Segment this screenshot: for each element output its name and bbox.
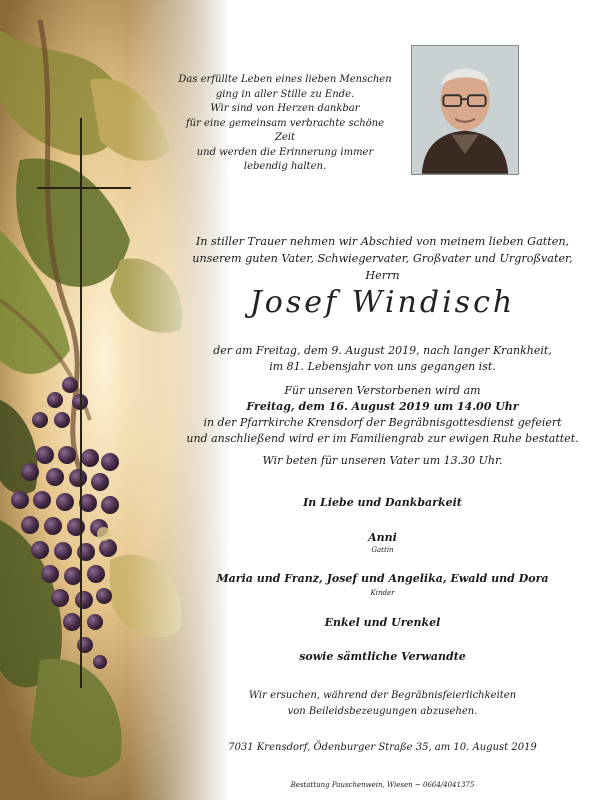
death-announcement <box>185 343 580 375</box>
deceased-name: Josef Windisch <box>249 285 516 320</box>
spouse-role: Gattin <box>371 546 394 554</box>
request-line: von Beileidsbezeugungen abzusehen. <box>287 706 478 717</box>
condolence-request <box>185 688 580 720</box>
quote-line: und werden die Erinnerung immer <box>196 146 374 158</box>
request-line: Wir ersuchen, während der Begräbnisfeierlichkeiten <box>248 690 517 701</box>
quote-line: lebendig halten. <box>243 161 327 172</box>
address-date: 7031 Krensdorf, Ödenburger Straße 35, am 10. August 2019 <box>228 742 537 753</box>
prayer-time: Wir beten für unseren Vater um 13.30 Uhr. <box>262 454 503 467</box>
mourning-intro <box>185 233 580 284</box>
service-line: in der Pfarrkirche Krensdorf der Begräbnisgottesdienst gefeiert <box>203 416 562 429</box>
quote-line: ging in aller Stille zu Ende. <box>215 88 355 100</box>
children-role: Kinder <box>370 589 395 597</box>
quote-line: Das erfüllte Leben eines lieben Menschen <box>178 74 392 85</box>
service-line: und anschließend wird er im Familiengrab zur ewigen Ruhe bestattet. <box>186 432 579 445</box>
service-date: Freitag, dem 16. August 2019 um 14.00 Uhr <box>246 400 519 413</box>
spouse-name: Anni <box>368 531 397 544</box>
memorial-quote <box>175 73 395 175</box>
death-line: der am Freitag, dem 9. August 2019, nach langer Krankheit, <box>213 344 552 357</box>
portrait-image <box>412 46 518 174</box>
love-gratitude-heading: In Liebe und Dankbarkeit <box>303 496 462 509</box>
intro-line: In stiller Trauer nehmen wir Abschied von meinem lieben Gatten, <box>195 235 570 248</box>
quote-line: für eine gemeinsam verbrachte schöne Zeit <box>185 117 385 143</box>
children-names: Maria und Franz, Josef und Angelika, Ewald und Dora <box>216 572 549 585</box>
death-line: im 81. Lebensjahr von uns gegangen ist. <box>269 360 496 373</box>
quote-line: Wir sind von Herzen dankbar <box>210 103 360 114</box>
service-line: Für unseren Verstorbenen wird am <box>284 384 481 397</box>
portrait-photo <box>411 45 519 175</box>
grandchildren: Enkel und Urenkel <box>324 616 441 629</box>
funeral-service-info <box>185 383 580 447</box>
intro-line: unserem guten Vater, Schwiegervater, Großvater und Urgroßvater, Herrn <box>192 252 573 282</box>
undertaker-info: Bestattung Pauschenwein, Wiesen ~ 0664/4041375 <box>290 781 475 789</box>
relatives: sowie sämtliche Verwandte <box>299 650 466 663</box>
